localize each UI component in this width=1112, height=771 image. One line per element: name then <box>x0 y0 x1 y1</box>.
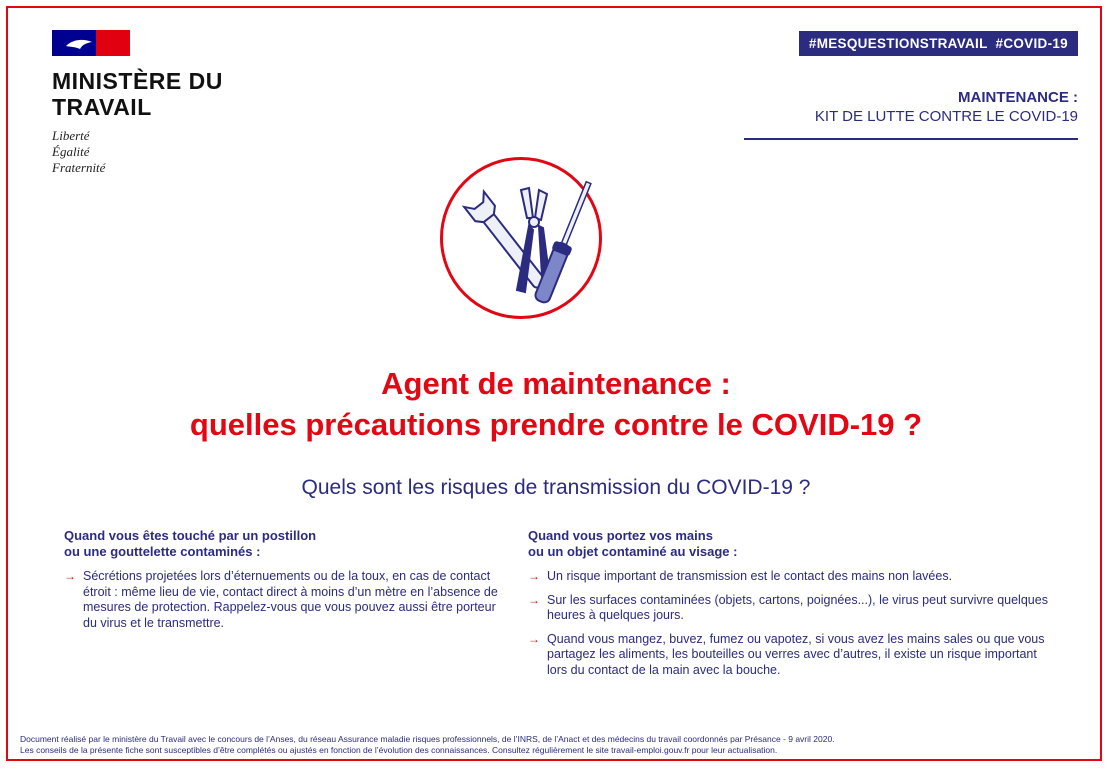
arrow-right-icon: → <box>528 592 540 607</box>
kit-title-divider <box>744 138 1078 140</box>
left-heading-line1: Quand vous êtes touché par un postillon <box>64 528 317 543</box>
right-column <box>528 528 1048 686</box>
marianne-flag-icon <box>52 30 130 56</box>
left-column-heading <box>64 528 504 560</box>
motto-liberte: Liberté <box>52 128 90 143</box>
left-heading-line2: ou une gouttelette contaminés : <box>64 544 261 559</box>
page-title-line1: Agent de maintenance : <box>381 366 731 401</box>
kit-title <box>815 88 1078 126</box>
right-heading-line1: Quand vous portez vos mains <box>528 528 713 543</box>
list-item <box>528 569 1048 585</box>
arrow-right-icon: → <box>528 569 540 583</box>
list-item-text: Quand vous mangez, buvez, fumez ou vapotez, si vous avez les mains sales ou que vous partagez les aliments, les bouteilles ou verres avec d’autres, il existe un risque important lors du contact de la main avec la bouche. <box>547 631 1045 677</box>
footer-line2: Les conseils de la présente fiche sont susceptibles d’être complétés ou ajustés en fonction de l’évolution des connaissances. Consultez régulièrement le site travail-emploi.gouv.fr pour leur actualisation. <box>20 744 778 755</box>
arrow-right-icon: → <box>64 569 76 583</box>
hashtag-badge: #MESQUESTIONSTRAVAIL #COVID-19 <box>799 31 1078 56</box>
ministry-name: MINISTÈRE DU TRAVAIL <box>52 68 223 120</box>
list-item <box>64 569 504 631</box>
page-title-line2: quelles précautions prendre contre le COVID-19 ? <box>189 407 923 442</box>
footer-line1: Document réalisé par le ministère du Travail avec le concours de l’Anses, du réseau Assurance maladie risques professionnels, de l’INRS, de l’Anact et des médecins du travail coordonnés par Présance - 9 avril 2020. <box>20 734 835 744</box>
maintenance-tools-icon <box>440 157 602 319</box>
list-item-text: Sécrétions projetées lors d’éternuements ou de la toux, en cas de contact étroit : même lieu de vie, contact direct à moins d’un mètre en l’absence de mesures de protection. Rappelez-vous que vous pouvez aussi être porteur du virus et le transmettre. <box>83 569 498 630</box>
section-subtitle: Quels sont les risques de transmission du COVID-19 ? <box>301 476 811 499</box>
right-heading-line2: ou un objet contaminé au visage : <box>528 544 738 559</box>
ministry-logo <box>52 30 252 176</box>
republic-motto <box>52 128 252 176</box>
list-item-text: Un risque important de transmission est le contact des mains non lavées. <box>547 569 953 583</box>
motto-egalite: Égalité <box>52 144 90 159</box>
list-item <box>528 593 1048 624</box>
kit-title-line2: KIT DE LUTTE CONTRE LE COVID-19 <box>814 108 1078 125</box>
list-item <box>528 632 1048 679</box>
right-column-heading <box>528 528 1048 560</box>
footer-note <box>20 734 835 755</box>
page-title <box>0 363 1112 445</box>
list-item-text: Sur les surfaces contaminées (objets, cartons, poignées...), le virus peut survivre quelques heures à quelques jours. <box>547 592 1048 622</box>
left-column <box>64 528 504 639</box>
motto-fraternite: Fraternité <box>52 160 106 175</box>
kit-title-line1: MAINTENANCE : <box>958 89 1078 106</box>
arrow-right-icon: → <box>528 631 540 646</box>
